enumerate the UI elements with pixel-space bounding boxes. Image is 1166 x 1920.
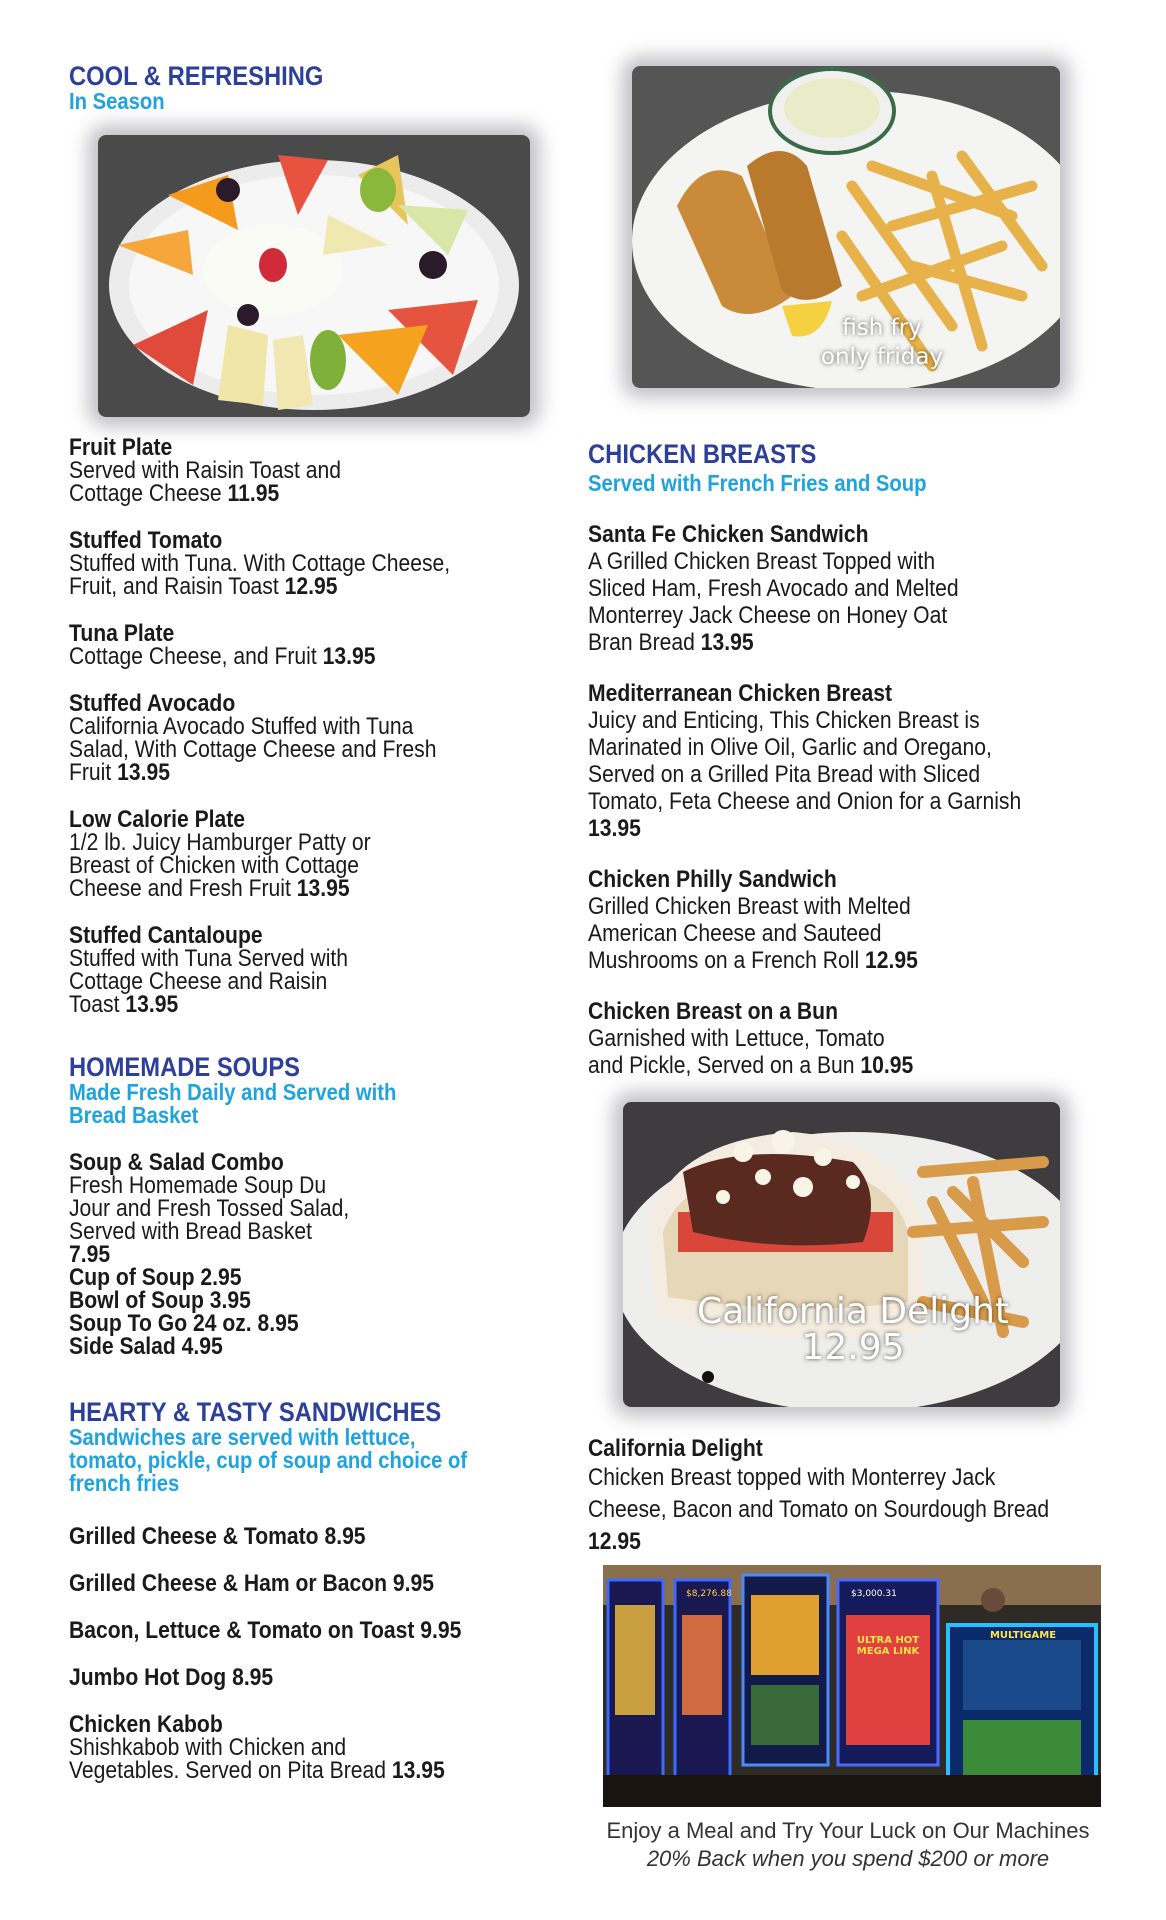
- footer-line-1: Enjoy a Meal and Try Your Luck on Our Machines: [606, 1818, 1090, 1843]
- menu-item: [69, 436, 549, 505]
- item-desc: Juicy and Enticing, This Chicken Breast is Marinated in Olive Oil, Garlic and Oregano, Served on a Grilled Pita Bread with Sliced Tomato, Feta Cheese and Onion for a Garnish 13.95: [588, 707, 1022, 842]
- fish-fry-caption-2: only friday: [820, 344, 944, 370]
- left-column: [69, 61, 549, 1784]
- item-name: Jumbo Hot Dog 8.95: [69, 1664, 274, 1691]
- item-name: Soup & Salad Combo: [69, 1149, 284, 1176]
- cool-section: [69, 62, 549, 113]
- slot-machines-illustration: [603, 1565, 1101, 1807]
- item-name: Chicken Philly Sandwich: [588, 866, 837, 893]
- item-desc: Garnished with Lettuce, Tomato and Pickle, Served on a Bun 10.95: [588, 1025, 914, 1079]
- item-desc: Fresh Homemade Soup Du Jour and Fresh Tossed Salad, Served with Bread Basket 7.95: [69, 1172, 350, 1268]
- cool-title: COOL & REFRESHING: [69, 61, 324, 91]
- item-name: Fruit Plate: [69, 434, 173, 461]
- item-name: Stuffed Cantaloupe: [69, 922, 263, 949]
- sandwiches-section: [69, 1398, 549, 1782]
- fruit-plate-illustration: [98, 135, 530, 417]
- item-desc: Cottage Cheese, and Fruit 13.95: [69, 643, 376, 670]
- menu-item: [69, 1713, 549, 1782]
- item-name: Chicken Breast on a Bun: [588, 998, 838, 1025]
- item-desc: Stuffed with Tuna Served with Cottage Cheese and Raisin Toast 13.95: [69, 945, 349, 1018]
- soup-extra: Soup To Go 24 oz. 8.95: [69, 1310, 299, 1337]
- chicken-subtitle: Served with French Fries and Soup: [588, 470, 927, 496]
- item-name: Grilled Cheese & Ham or Bacon 9.95: [69, 1570, 435, 1597]
- soups-section: [69, 1053, 549, 1358]
- menu-item: [69, 529, 549, 598]
- menu-item: [69, 1525, 549, 1548]
- item-name: Santa Fe Chicken Sandwich: [588, 521, 869, 548]
- sandwiches-title: HEARTY & TASTY SANDWICHES: [69, 1397, 442, 1427]
- menu-item: [69, 622, 549, 668]
- chicken-title: CHICKEN BREASTS: [588, 439, 817, 469]
- cool-items: [69, 436, 549, 1016]
- menu-item: [69, 1572, 549, 1595]
- fruit-plate-photo: [98, 135, 530, 417]
- item-desc: California Avocado Stuffed with Tuna Salad, With Cottage Cheese and Fresh Fruit 13.95: [69, 713, 437, 786]
- menu-item: [69, 1151, 549, 1358]
- item-name: Stuffed Avocado: [69, 690, 236, 717]
- item-name: Stuffed Tomato: [69, 527, 223, 554]
- soup-extra: Bowl of Soup 3.95: [69, 1287, 251, 1314]
- california-item: [588, 1435, 1148, 1558]
- item-desc: A Grilled Chicken Breast Topped with Sliced Ham, Fresh Avocado and Melted Monterrey Jack Cheese on Honey Oat Bran Bread 13.95: [588, 548, 959, 656]
- menu-item: [69, 692, 549, 784]
- item-desc: Chicken Breast topped with Monterrey Jack Cheese, Bacon and Tomato on Sourdough Bread 12.95: [588, 1464, 1050, 1555]
- soups-subtitle: Made Fresh Daily and Served with Bread Basket: [69, 1079, 397, 1128]
- item-desc: Stuffed with Tuna. With Cottage Cheese, Fruit, and Raisin Toast 12.95: [69, 550, 451, 600]
- item-name: Low Calorie Plate: [69, 806, 246, 833]
- menu-item: [588, 680, 1128, 842]
- item-name: Tuna Plate: [69, 620, 175, 647]
- menu-item: [588, 998, 1128, 1079]
- sandwiches-subtitle: Sandwiches are served with lettuce, tomato, pickle, cup of soup and choice of french fries: [69, 1424, 468, 1496]
- cool-subtitle: In Season: [69, 88, 165, 114]
- menu-item: [69, 1666, 549, 1689]
- fish-fry-caption-1: fish fry: [842, 315, 922, 341]
- california-delight-photo: [623, 1102, 1060, 1407]
- item-name: Mediterranean Chicken Breast: [588, 680, 893, 707]
- chicken-section: [588, 440, 1128, 1079]
- menu-item: [588, 521, 1128, 656]
- soup-extra: Side Salad 4.95: [69, 1333, 223, 1360]
- california-caption-title: California Delight: [696, 1291, 1010, 1332]
- multigame-label: MULTIGAME: [989, 1630, 1057, 1641]
- soup-extra: Cup of Soup 2.95: [69, 1264, 242, 1291]
- footer-line-2: 20% Back when you spend $200 or more: [646, 1846, 1050, 1871]
- menu-item: [588, 866, 1128, 974]
- item-desc: Grilled Chicken Breast with Melted American Cheese and Sauteed Mushrooms on a French Roll 12.95: [588, 893, 918, 974]
- item-desc: 1/2 lb. Juicy Hamburger Patty or Breast of Chicken with Cottage Cheese and Fresh Fruit 13.95: [69, 829, 371, 902]
- item-name: California Delight: [588, 1435, 763, 1462]
- california-caption-price: 12.95: [801, 1327, 905, 1368]
- jackpot-2: $3,000.31: [851, 1589, 897, 1599]
- item-name: Bacon, Lettuce & Tomato on Toast 9.95: [69, 1617, 462, 1644]
- item-desc: Served with Raisin Toast and Cottage Cheese 11.95: [69, 457, 341, 507]
- menu-item: [69, 1619, 549, 1642]
- item-name: Grilled Cheese & Tomato 8.95: [69, 1523, 366, 1550]
- fish-fry-photo: [632, 66, 1060, 388]
- item-desc: Shishkabob with Chicken and Vegetables. Served on Pita Bread 13.95: [69, 1734, 445, 1784]
- soups-title: HOMEMADE SOUPS: [69, 1052, 301, 1082]
- megalink-label: ULTRA HOT MEGA LINK: [856, 1635, 920, 1657]
- jackpot-1: $8,276.88: [686, 1589, 732, 1599]
- item-name: Chicken Kabob: [69, 1711, 223, 1738]
- menu-item: [69, 924, 549, 1016]
- slot-machines-photo: [603, 1565, 1101, 1807]
- menu-item: [69, 808, 549, 900]
